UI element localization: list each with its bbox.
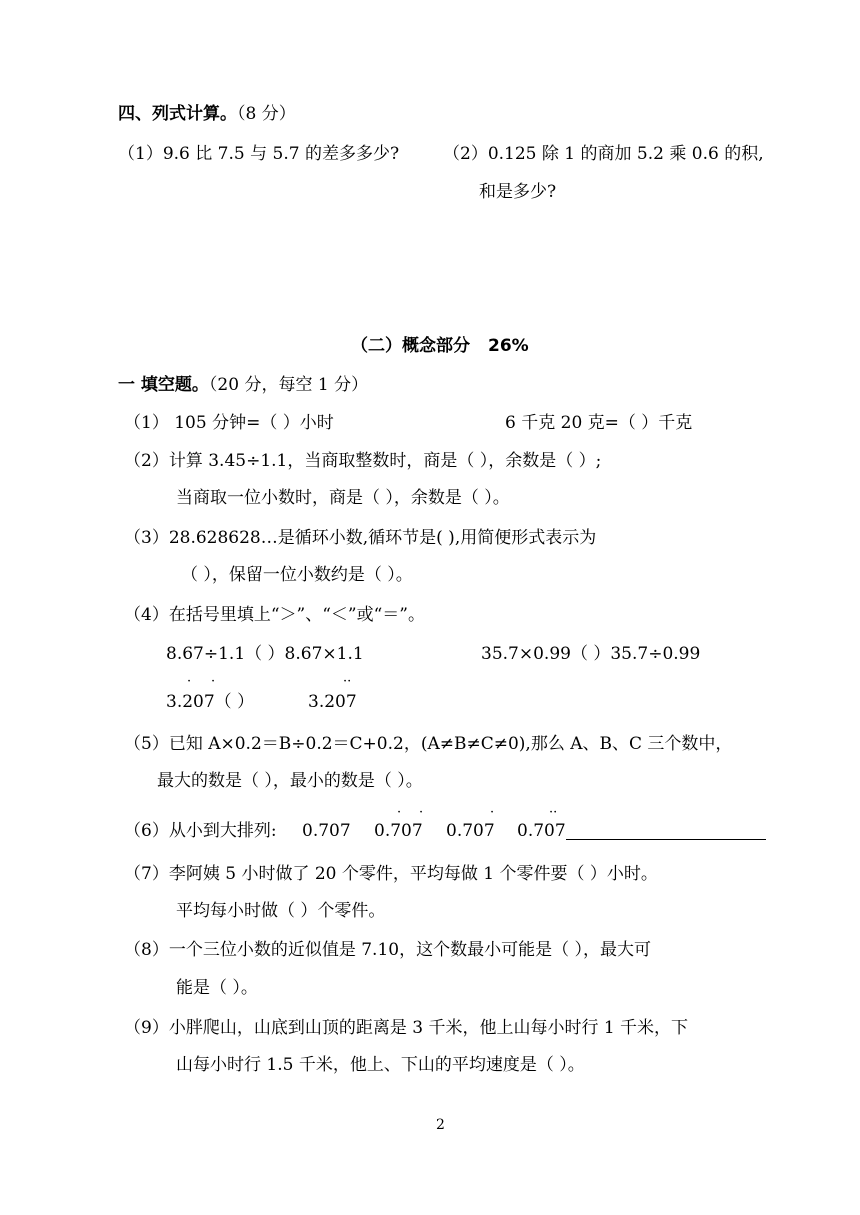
part-percent: 26% (488, 336, 529, 356)
question-text: （2）0.125 除 1 的商加 5.2 乘 0.6 的积, (443, 144, 764, 164)
section-title-text: 一 填空题。 (118, 375, 209, 395)
page-number: 2 (436, 1117, 445, 1133)
repeat-dot: ·· (343, 674, 352, 689)
question-text: 能是（ ）。 (176, 978, 258, 998)
repeat-dot: · (397, 805, 402, 820)
question-text: 最大的数是（ ），最小的数是（ ）。 (157, 771, 423, 791)
question-text: （6）从小到大排列: (124, 821, 277, 841)
question-text: 8.67÷1.1（ ）8.67×1.1 (166, 644, 364, 664)
question-text: （5）已知 A×0.2＝B÷0.2＝C+0.2，(A≠B≠C≠0),那么 A、B、C 三个数中， (124, 734, 733, 754)
section-title (118, 377, 368, 394)
section-title-text: 四、列式计算。 (118, 104, 237, 124)
question-text: （1） 105 分钟=（ ）小时 (124, 413, 334, 433)
question-text: 和是多少? (479, 182, 557, 202)
question-text: （7）李阿姨 5 小时做了 20 个零件，平均每做 1 个零件要（ ）小时。 (124, 864, 658, 884)
repeat-dot: · (490, 805, 495, 820)
repeat-dot: · (419, 805, 424, 820)
number-item: 0.707 (302, 821, 351, 841)
repeat-dot: · (187, 674, 192, 689)
question-text: （ ），保留一位小数约是（ ）。 (181, 565, 413, 585)
part-title (351, 338, 529, 355)
repeat-dot: · (211, 674, 216, 689)
question-text: （8）一个三位小数的近似值是 7.10，这个数最小可能是（ ），最大可 (124, 940, 651, 960)
question-text: （9）小胖爬山，山底到山顶的距离是 3 千米，他上山每小时行 1 千米，下 (124, 1018, 689, 1038)
question-text: （3）28.628628…是循环小数,循环节是( ),用简便形式表示为 (124, 528, 597, 548)
question-text: 山每小时行 1.5 千米，他上、下山的平均速度是（ ）。 (176, 1055, 585, 1075)
question-text: （2）计算 3.45÷1.1，当商取整数时，商是（ ），余数是（ ）; (124, 451, 602, 471)
section-title (118, 106, 296, 123)
section-score: （8 分） (237, 104, 296, 124)
question-text: （1）9.6 比 7.5 与 5.7 的差多多少? (118, 144, 400, 164)
question-text: 当商取一位小数时，商是（ ），余数是（ ）。 (176, 488, 510, 508)
question-text: 3.207（ ） (166, 692, 255, 712)
question-text: 3.207 (308, 692, 357, 712)
question-text: （4）在括号里填上“＞”、“＜”或“＝”。 (124, 605, 425, 625)
question-text: 平均每小时做（ ）个零件。 (176, 901, 386, 921)
repeat-dot: ·· (549, 805, 558, 820)
part-title-text: （二）概念部分 (351, 336, 470, 356)
number-item: 0.707 (374, 821, 423, 841)
section-score: （20 分，每空 1 分） (208, 375, 369, 395)
number-item: 0.707 (517, 821, 566, 841)
question-text: 35.7×0.99（ ）35.7÷0.99 (481, 644, 701, 664)
number-item: 0.707 (446, 821, 495, 841)
answer-line (566, 839, 766, 840)
question-text: 6 千克 20 克=（ ）千克 (505, 413, 693, 433)
